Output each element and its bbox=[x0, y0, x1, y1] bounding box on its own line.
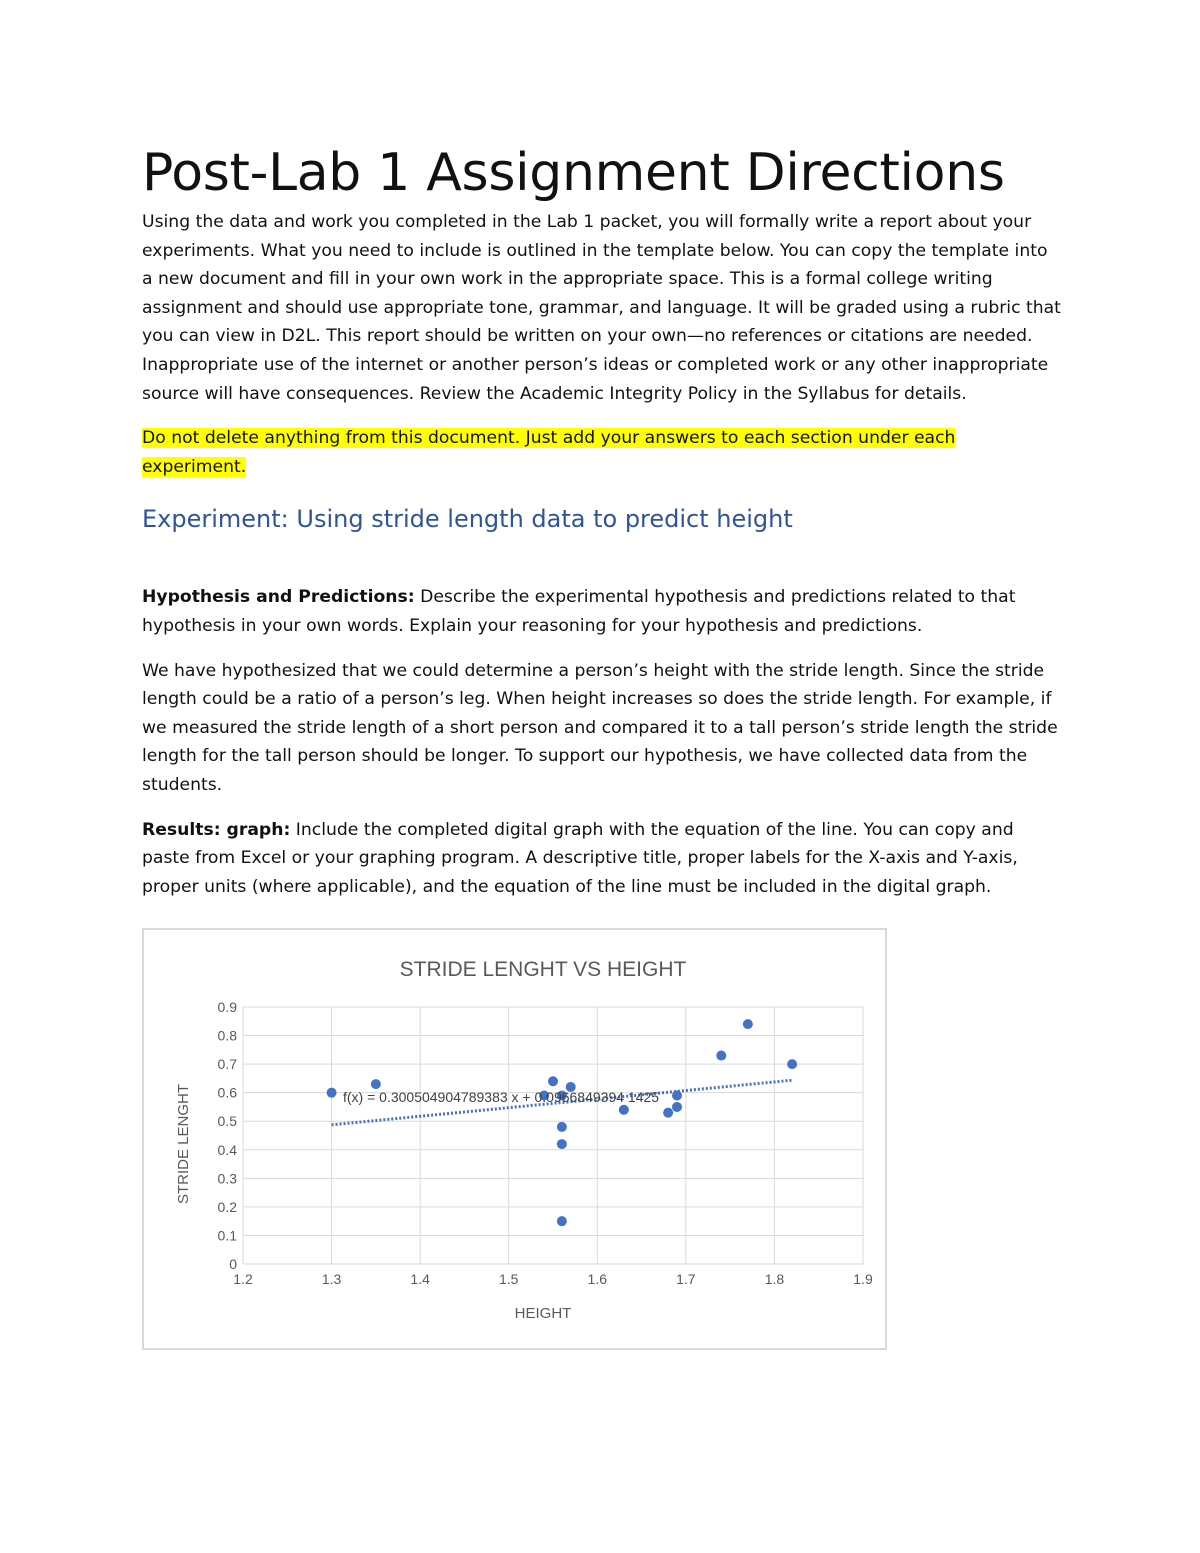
chart-grid bbox=[243, 1007, 863, 1264]
y-tick-label: 0.5 bbox=[217, 1113, 237, 1130]
y-axis-label: STRIDE LENGHT bbox=[175, 1083, 192, 1205]
intro-paragraph: Using the data and work you completed in the Lab 1 packet, you will formally write a report about your experiments. What you need to include is outlined in the template below. You can copy the template into a new document and fill in your own work in the appropriate space. This is a formal college writing assignment and should use appropriate tone, grammar, and language. It will be graded using a rubric that you can view in D2L. This report should be written on your own—no references or citations are needed. Inappropriate use of the internet or another person’s ideas or completed work or any other inappropriate source will have consequences. Review the Academic Integrity Policy in the Syllabus for details. bbox=[142, 212, 1061, 404]
trendline-equation: f(x) = 0.300504904789383 x + 0.0966849394 1425 bbox=[343, 1089, 660, 1105]
y-tick-label: 0.3 bbox=[217, 1170, 237, 1187]
data-point bbox=[787, 1059, 797, 1069]
document-page bbox=[142, 140, 1062, 901]
data-point bbox=[743, 1019, 753, 1029]
y-tick-label: 0.6 bbox=[217, 1084, 237, 1101]
data-point bbox=[557, 1216, 567, 1226]
data-point bbox=[619, 1105, 629, 1115]
data-point bbox=[672, 1102, 682, 1112]
y-tick-label: 0.9 bbox=[217, 999, 237, 1015]
data-point bbox=[716, 1051, 726, 1061]
scatter-chart bbox=[144, 930, 885, 1348]
hypothesis-answer: We have hypothesized that we could determine a person’s height with the stride length. Since the stride length could be a ratio of a person’s leg. When height increases so does the stride length. For example, if we measured the stride length of a short person and compared it to a tall person’s stride length the stride length for the tall person should be longer. To support our hypothesis, we have collected data from the students. bbox=[142, 660, 1058, 795]
x-tick-label: 1.2 bbox=[233, 1271, 253, 1287]
highlighted-text: Do not delete anything from this document. Just add your answers to each section under each experiment. bbox=[142, 428, 956, 477]
hypothesis-label: Hypothesis and Predictions: bbox=[142, 587, 415, 608]
chart-title: STRIDE LENGHT VS HEIGHT bbox=[399, 958, 687, 981]
y-tick-label: 0 bbox=[229, 1256, 237, 1272]
y-tick-label: 0.2 bbox=[217, 1198, 237, 1215]
results-text: Include the completed digital graph with the equation of the line. You can copy and paste from Excel or your graphing program. A descriptive title, proper labels for the X-axis and Y-axis, proper units (where applicable), and the equation of the line must be included in the digital graph. bbox=[142, 819, 1018, 897]
y-tick-label: 0.7 bbox=[217, 1056, 237, 1073]
instruction-highlight bbox=[142, 424, 1062, 481]
chart-points bbox=[327, 1019, 798, 1226]
data-point bbox=[548, 1076, 558, 1086]
x-tick-label: 1.5 bbox=[498, 1271, 519, 1287]
results-prompt bbox=[142, 816, 1062, 902]
experiment-heading: Experiment: Using stride length data to predict height bbox=[142, 505, 793, 534]
y-tick-label: 0.1 bbox=[217, 1227, 237, 1244]
hypothesis-prompt bbox=[142, 583, 1062, 640]
data-point bbox=[663, 1108, 673, 1118]
y-tick-label: 0.8 bbox=[217, 1027, 237, 1044]
x-axis-label: HEIGHT bbox=[514, 1305, 572, 1322]
x-tick-label: 1.8 bbox=[764, 1271, 785, 1287]
data-point bbox=[557, 1139, 567, 1149]
x-tick-label: 1.6 bbox=[587, 1271, 608, 1287]
y-tick-label: 0.4 bbox=[217, 1141, 237, 1158]
hypothesis-text: Describe the experimental hypothesis and predictions related to that hypothesis in your own words. Explain your reasoning for your hypothesis and predictions. bbox=[142, 587, 1016, 636]
chart-container[interactable] bbox=[142, 928, 887, 1350]
data-point bbox=[672, 1091, 682, 1101]
x-tick-label: 1.9 bbox=[853, 1271, 873, 1287]
data-point bbox=[371, 1079, 381, 1089]
x-tick-label: 1.7 bbox=[676, 1271, 696, 1287]
x-tick-label: 1.4 bbox=[410, 1271, 430, 1287]
results-label: Results: graph: bbox=[142, 819, 291, 840]
data-point bbox=[557, 1122, 567, 1132]
x-tick-label: 1.3 bbox=[321, 1271, 342, 1287]
data-point bbox=[327, 1088, 337, 1098]
page-title: Post-Lab 1 Assignment Directions bbox=[142, 143, 1005, 203]
